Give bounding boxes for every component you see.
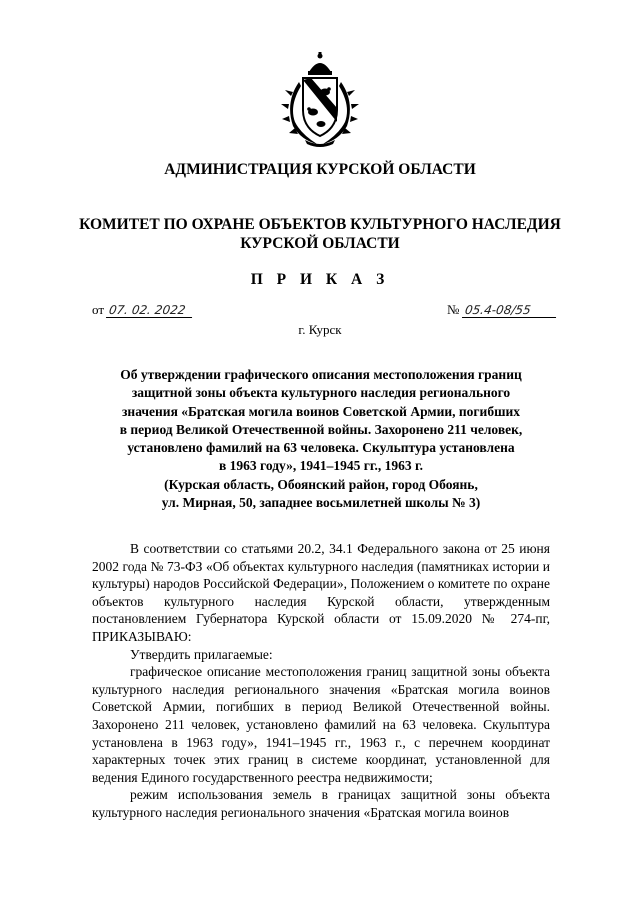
number-label: № xyxy=(447,302,460,317)
date-label: от xyxy=(92,302,105,317)
committee-title-line1: КОМИТЕТ ПО ОХРАНЕ ОБЪЕКТОВ КУЛЬТУРНОГО НАСЛЕДИЯ xyxy=(79,216,561,233)
administration-title: АДМИНИСТРАЦИЯ КУРСКОЙ ОБЛАСТИ xyxy=(164,161,476,178)
committee-title xyxy=(0,215,640,253)
order-title: П Р И К А З xyxy=(250,271,390,288)
crown-icon xyxy=(308,52,332,75)
subject-line: защитной зоны объекта культурного наследия регионального xyxy=(131,385,511,401)
body-paragraph: графическое описание местоположения границ защитной зоны объекта культурного наследия регионального значения «Братская могила воинов Советской Армии, погибших в период Великой Отечественной войны. Захоронено 211 человек, установлено фамилий на 63 человека. Скульптура установлена в 1963 году», 1941–1945 гг., 1963 г., с перечнем координат характерных точек этих границ в системе координат, установленной для ведения Единого государственного реестра недвижимости; xyxy=(92,664,550,785)
order-body xyxy=(92,540,550,822)
subject-line: (Курская область, Обоянский район, город Обоянь, xyxy=(164,476,478,492)
subject-line: в 1963 году», 1941–1945 гг., 1963 г. xyxy=(219,458,423,474)
subject-line: ул. Мирная, 50, западнее восьмилетней школы № 3) xyxy=(161,495,481,511)
subject-line: установлено фамилий на 63 человека. Скульптура установлена xyxy=(127,440,515,456)
subject-line: значения «Братская могила воинов Советской Армии, погибших xyxy=(122,403,520,419)
subject-line: в период Великой Отечественной войны. Захоронено 211 человек, xyxy=(119,421,523,437)
order-date-row xyxy=(92,302,193,318)
order-subject xyxy=(90,366,552,512)
city-name: г. Курск xyxy=(298,322,342,337)
order-date-handwritten: 07. 02. 2022 xyxy=(106,303,194,318)
body-paragraph: режим использования земель в границах защитной зоны объекта культурного наследия регионального значения «Братская могила воинов xyxy=(92,787,550,820)
order-number-row xyxy=(447,302,557,318)
order-number-handwritten: 05.4-08/55 xyxy=(462,303,558,318)
committee-title-line2: КУРСКОЙ ОБЛАСТИ xyxy=(240,235,400,252)
body-paragraph: Утвердить прилагаемые: xyxy=(130,646,273,662)
subject-line: Об утверждении графического описания местоположения границ xyxy=(120,367,522,382)
coat-of-arms-emblem xyxy=(279,52,361,148)
body-paragraph: В соответствии со статьями 20.2, 34.1 Федерального закона от 25 июня 2002 года № 73-ФЗ «Об объектах культурного наследия (памятниках истории и культуры) народов Российской Федерации», Положением о комитете по охране объектов культурного наследия Курской области, утвержденным постановлением Губернатора Курской области от 15.09.2020 № 274-пг, ПРИКАЗЫВАЮ: xyxy=(92,541,550,644)
